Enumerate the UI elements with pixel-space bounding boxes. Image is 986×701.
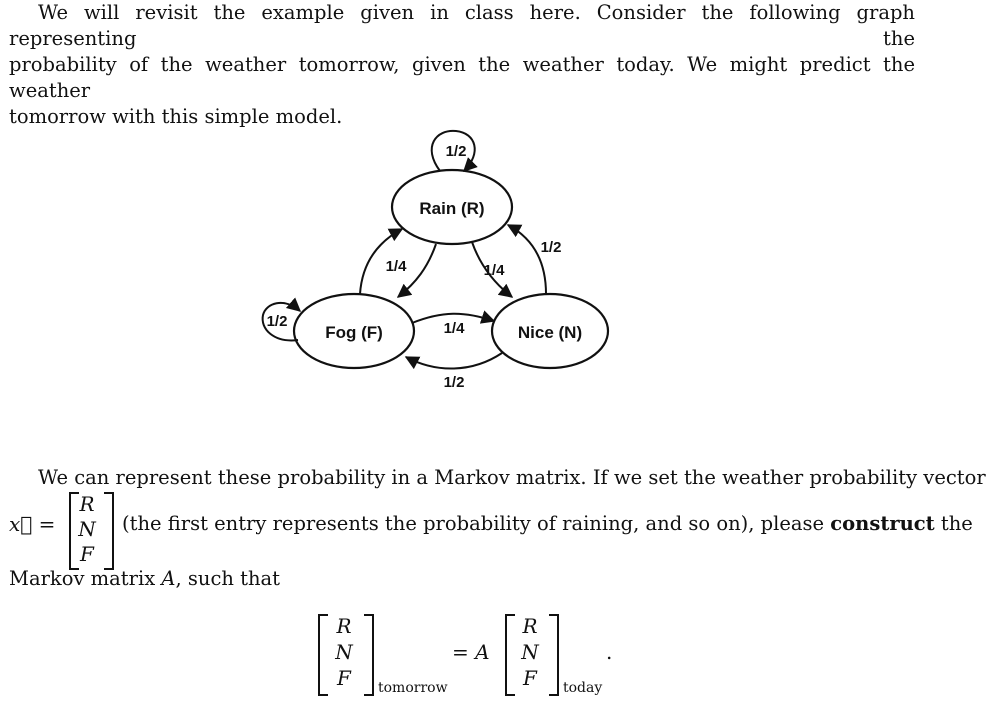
vector-entry-n: N bbox=[78, 517, 96, 541]
construct-bold: construct bbox=[830, 512, 935, 535]
right-entry-f: F bbox=[523, 666, 537, 690]
markov-chain-diagram bbox=[250, 125, 620, 395]
label-rain-self: 1/2 bbox=[445, 143, 467, 160]
intro-line-1: We will revisit the example given in class here. Consider the following graph representing the bbox=[9, 1, 915, 50]
equals-a bbox=[452, 640, 490, 664]
intro-line-3: tomorrow with this simple model. bbox=[9, 105, 343, 128]
rain-node-label: Rain (R) bbox=[419, 199, 485, 218]
line2-text: (the first entry represents the probability of raining, and so on), please bbox=[122, 512, 831, 535]
markov-paragraph-line-1: We can represent these probability in a Markov matrix. If we set the weather probability vector bbox=[38, 466, 986, 489]
tomorrow-subscript: tomorrow bbox=[378, 680, 448, 696]
edge-nice-to-fog bbox=[406, 353, 502, 369]
right-vector-right-bracket bbox=[549, 614, 559, 696]
right-vector-left-bracket bbox=[505, 614, 515, 696]
left-entry-f: F bbox=[337, 666, 351, 690]
right-entry-n: N bbox=[521, 640, 539, 664]
intro-line-2: probability of the weather tomorrow, given the weather today. We might predict the weather bbox=[9, 53, 915, 102]
left-vector-right-bracket bbox=[364, 614, 374, 696]
vector-x-label: x⃗ = bbox=[9, 512, 56, 536]
vector-entry-f: F bbox=[80, 542, 94, 566]
fog-node-label: Fog (F) bbox=[325, 323, 383, 342]
label-fog-self: 1/2 bbox=[266, 313, 288, 330]
line2-tail: the bbox=[934, 512, 973, 535]
left-vector-left-bracket bbox=[318, 614, 328, 696]
right-entry-r: R bbox=[522, 614, 538, 638]
edge-nice-to-rain bbox=[508, 225, 546, 294]
markov-equation bbox=[0, 610, 927, 701]
equation-period: . bbox=[606, 640, 613, 664]
left-entry-r: R bbox=[336, 614, 352, 638]
label-nice-to-fog: 1/2 bbox=[443, 374, 465, 391]
line3-tail: , such that bbox=[175, 567, 280, 590]
nice-node-label: Nice (N) bbox=[517, 323, 583, 342]
matrix-a-symbol: A bbox=[161, 567, 176, 590]
vector-definition bbox=[9, 492, 973, 572]
vector-entry-r: R bbox=[79, 492, 95, 516]
label-fog-to-nice: 1/4 bbox=[443, 320, 465, 337]
label-rain-to-nice: 1/4 bbox=[483, 262, 505, 279]
label-nice-to-rain: 1/2 bbox=[540, 239, 562, 256]
equals-a-text: = A bbox=[452, 640, 490, 664]
today-subscript: today bbox=[563, 680, 603, 696]
label-rain-to-fog: 1/4 bbox=[385, 258, 407, 275]
markov-paragraph-line-2 bbox=[122, 512, 973, 535]
intro-paragraph bbox=[9, 0, 915, 130]
left-entry-n: N bbox=[335, 640, 353, 664]
markov-paragraph-line-3 bbox=[9, 567, 280, 590]
line3-text: Markov matrix bbox=[9, 567, 162, 590]
vector-right-bracket bbox=[104, 492, 114, 570]
